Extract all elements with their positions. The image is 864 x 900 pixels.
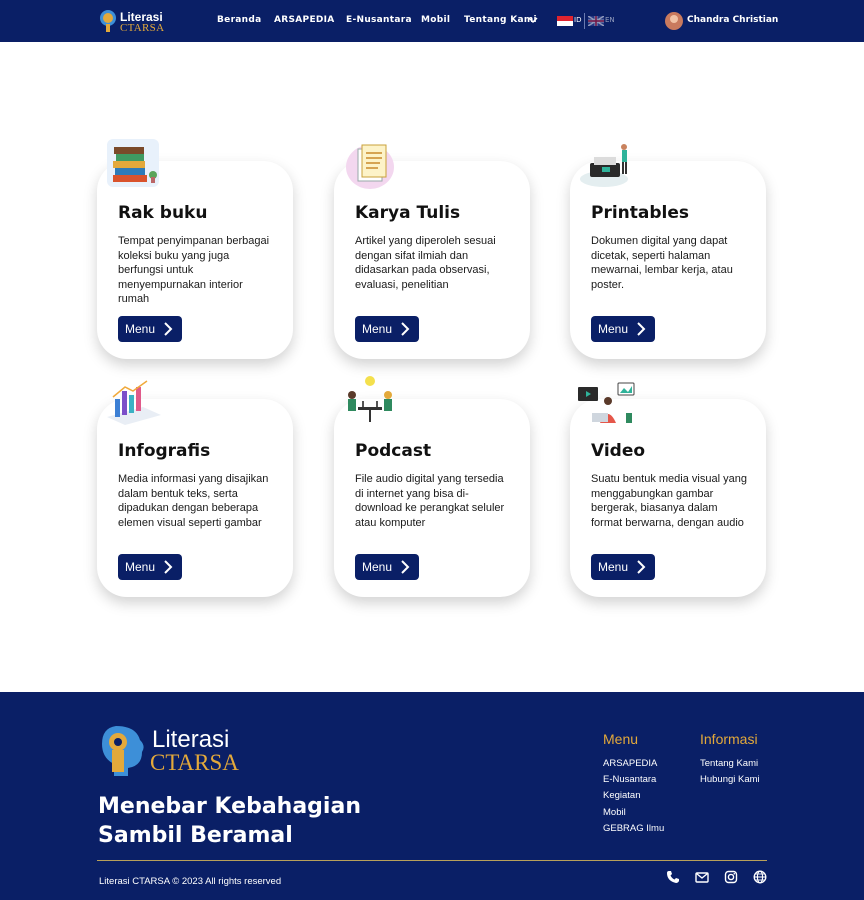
lang-divider xyxy=(584,13,585,29)
menu-button-label: Menu xyxy=(598,560,629,574)
phone-icon[interactable] xyxy=(666,870,680,884)
menu-button-label: Menu xyxy=(125,560,156,574)
globe-icon[interactable] xyxy=(753,870,767,884)
avatar[interactable] xyxy=(665,12,683,30)
user-name[interactable]: Chandra Christian xyxy=(687,15,779,25)
podcast-icon xyxy=(340,373,400,425)
chevron-right-icon xyxy=(162,322,174,336)
nav-link-e-nusantara[interactable]: E-Nusantara xyxy=(346,15,412,25)
card-description: Tempat penyimpanan berbagai koleksi buku yang juga berfungsi untuk menyempurnakan interior rumah xyxy=(118,235,270,305)
card-printables xyxy=(570,161,766,359)
menu-button-podcast[interactable] xyxy=(355,554,419,580)
card-description: Media informasi yang disajikan dalam bentuk teks, serta dipadukan dengan beberapa elemen visual seperti gambar xyxy=(118,473,269,529)
footer-link-arsapedia[interactable]: ARSAPEDIA xyxy=(603,758,658,769)
chevron-right-icon xyxy=(635,322,647,336)
card-title: Rak buku xyxy=(118,203,208,223)
nav-link-beranda[interactable]: Beranda xyxy=(217,15,262,25)
footer xyxy=(0,692,864,900)
chevron-right-icon xyxy=(399,560,411,574)
footer-link-tentang-kami[interactable]: Tentang Kami xyxy=(700,758,759,769)
instagram-icon[interactable] xyxy=(724,870,738,884)
footer-brand-line1: Literasi xyxy=(152,726,230,753)
chevron-right-icon xyxy=(635,560,647,574)
menu-button-rak-buku[interactable] xyxy=(118,316,182,342)
card-title: Podcast xyxy=(355,441,432,461)
menu-button-karya-tulis[interactable] xyxy=(355,316,419,342)
footer-logo[interactable] xyxy=(98,722,248,778)
card-video xyxy=(570,399,766,597)
mail-icon[interactable] xyxy=(695,870,709,884)
footer-slogan xyxy=(98,792,398,850)
card-infografis xyxy=(97,399,293,597)
footer-link-gebrag-ilmu[interactable]: GEBRAG Ilmu xyxy=(603,823,665,834)
card-karya-tulis xyxy=(334,161,530,359)
footer-link-e-nusantara[interactable]: E-Nusantara xyxy=(603,774,657,785)
card-rak-buku xyxy=(97,161,293,359)
menu-button-label: Menu xyxy=(362,560,393,574)
footer-brand-line2: CTARSA xyxy=(150,750,239,775)
menu-button-printables[interactable] xyxy=(591,316,655,342)
slogan-line-1: Menebar Kebahagian xyxy=(98,794,361,819)
menu-button-infografis[interactable] xyxy=(118,554,182,580)
card-podcast xyxy=(334,399,530,597)
copyright-text: Literasi CTARSA © 2023 All rights reserved xyxy=(99,876,282,887)
printer-icon xyxy=(576,139,636,191)
card-title: Video xyxy=(591,441,646,461)
card-description: Artikel yang diperoleh sesuai dengan sifat ilmiah dan didasarkan pada observasi, evaluasi, penelitian xyxy=(355,235,496,291)
chevron-right-icon xyxy=(162,560,174,574)
footer-menu-title: Menu xyxy=(603,731,639,747)
infographic-icon xyxy=(103,377,163,429)
brain-logo-icon xyxy=(98,722,150,778)
brand-logo[interactable] xyxy=(98,8,168,36)
card-description: Suatu bentuk media visual yang menggabungkan gambar bergerak, biasanya dalam format berwarna, dengan audio xyxy=(591,473,747,529)
slogan-line-2: Sambil Beramal xyxy=(98,823,293,848)
card-title: Karya Tulis xyxy=(355,203,461,223)
documents-icon xyxy=(340,139,400,191)
lang-en-label[interactable]: EN xyxy=(605,16,615,24)
uk-flag-icon[interactable] xyxy=(588,16,604,26)
menu-button-video[interactable] xyxy=(591,554,655,580)
card-title: Infografis xyxy=(118,441,211,461)
nav-link-arsapedia[interactable]: ARSAPEDIA xyxy=(274,15,335,25)
brand-name-line2: CTARSA xyxy=(120,22,165,34)
card-description: Dokumen digital yang dapat dicetak, seperti halaman mewarnai, lembar kerja, atau poster. xyxy=(591,235,733,291)
footer-divider xyxy=(97,860,767,861)
footer-info-title: Informasi xyxy=(700,731,758,747)
brain-logo-icon xyxy=(98,9,118,33)
chevron-down-icon[interactable] xyxy=(528,15,538,25)
footer-link-mobil[interactable]: Mobil xyxy=(603,807,626,818)
video-icon xyxy=(576,377,636,429)
menu-button-label: Menu xyxy=(125,322,156,336)
brand-name-line1: Literasi xyxy=(120,10,163,24)
nav-link-tentang-kami[interactable]: Tentang Kami xyxy=(464,15,537,25)
footer-link-hubungi-kami[interactable]: Hubungi Kami xyxy=(700,774,760,785)
card-title: Printables xyxy=(591,203,690,223)
menu-button-label: Menu xyxy=(362,322,393,336)
chevron-right-icon xyxy=(399,322,411,336)
top-navbar xyxy=(0,0,864,42)
card-description: File audio digital yang tersedia di internet yang bisa di-download ke perangkat seluler atau komputer xyxy=(355,473,505,529)
lang-id-label[interactable]: ID xyxy=(574,16,582,24)
menu-button-label: Menu xyxy=(598,322,629,336)
indonesia-flag-icon[interactable] xyxy=(557,16,573,26)
nav-link-mobil[interactable]: Mobil xyxy=(421,15,451,25)
footer-link-kegiatan[interactable]: Kegiatan xyxy=(603,790,641,801)
books-icon xyxy=(103,137,163,189)
